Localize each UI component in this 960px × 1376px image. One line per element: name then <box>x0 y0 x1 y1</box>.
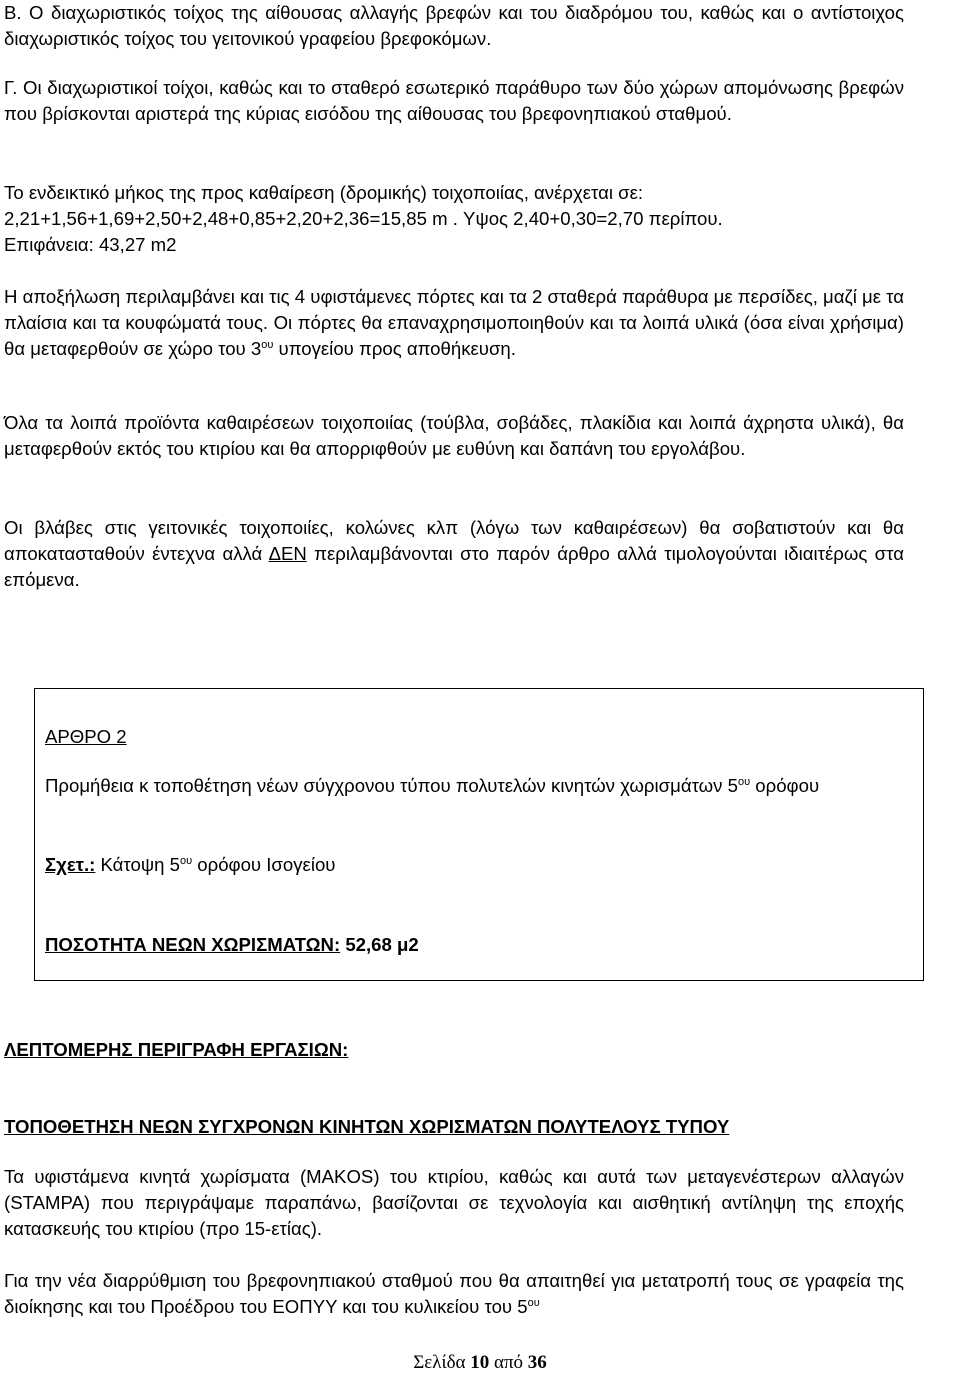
article-desc-superscript: ου <box>737 775 751 788</box>
detail-heading: ΛΕΠΤΟΜΕΡΗΣ ΠΕΡΙΓΡΑΦΗ ΕΡΓΑΣΙΩΝ: <box>4 1039 349 1060</box>
removal-paragraph <box>4 284 904 362</box>
detail-p2-text: Για την νέα διαρρύθμιση του βρεφονηπιακού σταθμού που θα απαιτηθεί για μετατροπή τους σε γραφεία της διοίκησης και του Προέδρου του ΕΟΠΥΥ και του κυλικείου του 5 <box>4 1270 904 1317</box>
detail-paragraph-1: Τα υφιστάμενα κινητά χωρίσματα (MAKOS) του κτιρίου, καθώς και αυτά των μεταγενέστερων αλλαγών (STAMPA) που περιγράψαμε παραπάνω, βασίζονται σε τεχνολογία και αισθητική αντίληψη της εποχής κατασκευής του κτιρίου (προ 15-ετίας). <box>4 1166 904 1239</box>
removal-text-b: υπογείου προς αποθήκευση. <box>273 338 516 359</box>
area-line: Επιφάνεια: 43,27 m2 <box>4 234 177 255</box>
damage-text-b: περιλαμβάνονται στο παρόν άρθρο αλλά τιμολογούνται ιδιαιτέρως στα επόμενα. <box>4 543 904 590</box>
reference-superscript: ου <box>179 854 193 867</box>
article-box <box>34 688 924 981</box>
detail-subheading: ΤΟΠΟΘΕΤΗΣΗ ΝΕΩΝ ΣΥΓΧΡΟΝΩΝ ΚΙΝΗΤΩΝ ΧΩΡΙΣΜΑΤΩΝ ΠΟΛΥΤΕΛΟΥΣ ΤΥΠΟΥ <box>4 1116 730 1137</box>
page-footer <box>0 1350 960 1376</box>
detail-paragraph-2 <box>4 1268 904 1320</box>
quantity-value: 52,68 μ2 <box>340 934 419 955</box>
paragraph-b: Β. Ο διαχωριστικός τοίχος της αίθουσας αλλαγής βρεφών και του διαδρόμου του, καθώς και ο αντίστοιχος διαχωριστικός τοίχος του γειτονικού γραφείου βρεφοκόμων. <box>4 2 904 49</box>
quantity-line <box>45 932 911 958</box>
footer-middle: από <box>489 1352 528 1373</box>
reference-text-b: ορόφου Ισογείου <box>192 854 336 875</box>
article-heading: ΑΡΘΡΟ 2 <box>45 726 127 747</box>
quantity-label: ΠΟΣΟΤΗΤΑ ΝΕΩΝ ΧΩΡΙΣΜΑΤΩΝ: <box>45 934 341 955</box>
removal-text-a: Η αποξήλωση περιλαμβάνει και τις 4 υφιστάμενες πόρτες και τα 2 σταθερά παράθυρα με περσίδες, μαζί με τα πλαίσια και τα κουφώματά τους. Οι πόρτες θα επαναχρησιμοποιηθούν και τα λοιπά υλικά (όσα είναι χρήσιμα) θα μεταφερθούν σε χώρο του 3 <box>4 286 904 359</box>
damage-paragraph <box>4 515 904 593</box>
removal-superscript: ου <box>261 338 274 351</box>
length-line-1: Το ενδεικτικό μήκος της προς καθαίρεση (δρομικής) τοιχοποιίας, ανέρχεται σε: <box>4 182 644 203</box>
detail-p2-superscript: ου <box>527 1296 540 1309</box>
damage-text-a: Οι βλάβες στις γειτονικές τοιχοποιίες, κολώνες κλπ (λόγω των καθαιρέσεων) θα σοβατιστούν και θα αποκατασταθούν έντεχνα αλλά <box>4 517 904 564</box>
footer-prefix: Σελίδα <box>413 1352 471 1373</box>
article-reference <box>45 852 911 878</box>
footer-total-pages: 36 <box>527 1352 547 1373</box>
debris-paragraph: Όλα τα λοιπά προϊόντα καθαιρέσεων τοιχοποιίας (τούβλα, σοβάδες, πλακίδια και λοιπά άχρηστα υλικά), θα μεταφερθούν εκτός του κτιρίου και θα απορριφθούν με ευθύνη και δαπάνη του εργολάβου. <box>4 412 904 459</box>
article-desc-b: ορόφου <box>750 775 820 796</box>
footer-page-number: 10 <box>470 1352 490 1373</box>
paragraph-g: Γ. Οι διαχωριστικοί τοίχοι, καθώς και το σταθερό εσωτερικό παράθυρο των δύο χώρων απομόνωσης βρεφών που βρίσκονται αριστερά της κύριας εισόδου της αίθουσας του βρεφονηπιακού σταθμού. <box>4 77 904 124</box>
length-line-2: 2,21+1,56+1,69+2,50+2,48+0,85+2,20+2,36=15,85 m . Υψος 2,40+0,30=2,70 περίπου. <box>4 208 723 229</box>
reference-label: Σχετ.: <box>45 854 96 875</box>
length-paragraph <box>4 180 904 258</box>
reference-text-a: Κάτοψη 5 <box>95 854 180 875</box>
article-description <box>45 773 911 799</box>
den-emphasis: ΔΕΝ <box>268 543 307 564</box>
article-desc-a: Προμήθεια κ τοποθέτηση νέων σύγχρονου τύπου πολυτελών κινητών χωρισμάτων 5 <box>45 775 738 796</box>
